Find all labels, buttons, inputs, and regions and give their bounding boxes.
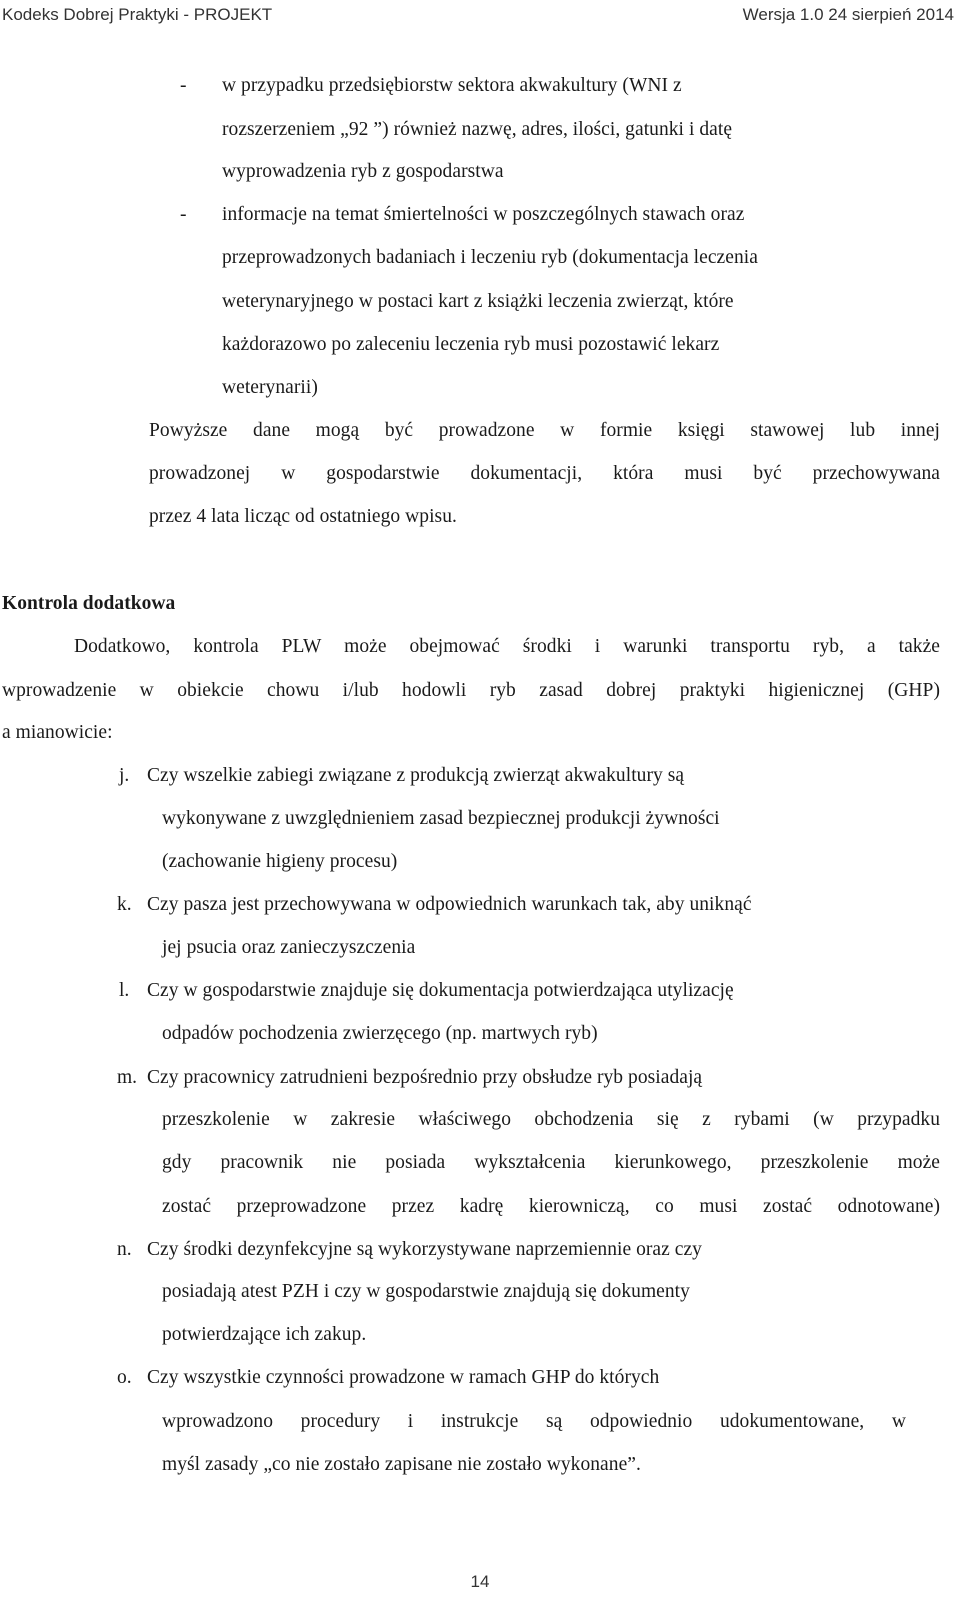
- bullet-marker: -: [180, 75, 187, 96]
- paragraph-line: przez 4 lata licząc od ostatniego wpisu.: [149, 506, 457, 527]
- bullet-line: rozszerzeniem „92 ”) również nazwę, adres, ilości, gatunki i datę: [222, 119, 733, 140]
- document-title: Kodeks Dobrej Praktyki - PROJEKT: [2, 5, 273, 24]
- list-item-line: wprowadzono procedury i instrukcje są odpowiednio udokumentowane, w: [162, 1411, 906, 1432]
- list-item-line: odpadów pochodzenia zwierzęcego (np. martwych ryb): [162, 1023, 598, 1044]
- list-item-line: zostać przeprowadzone przez kadrę kierowniczą, co musi zostać odnotowane): [162, 1196, 940, 1217]
- paragraph-line: Powyższe dane mogą być prowadzone w formie księgi stawowej lub innej: [149, 420, 940, 441]
- list-item-line: (zachowanie higieny procesu): [162, 851, 398, 872]
- bullet-marker: -: [180, 204, 187, 225]
- bullet-line: weterynaryjnego w postaci kart z książki leczenia zwierząt, które: [222, 291, 734, 312]
- page-header: [0, 0, 960, 34]
- list-item-marker: k.: [117, 894, 132, 915]
- list-item-marker: n.: [117, 1239, 132, 1260]
- bullet-line: każdorazowo po zaleceniu leczenia ryb musi pozostawić lekarz: [222, 334, 720, 355]
- bullet-line: wyprowadzenia ryb z gospodarstwa: [222, 161, 504, 182]
- bullet-line: informacje na temat śmiertelności w poszczególnych stawach oraz: [222, 204, 745, 225]
- list-item-line: Czy wszystkie czynności prowadzone w ramach GHP do których: [147, 1367, 660, 1388]
- list-item-line: posiadają atest PZH i czy w gospodarstwie znajdują się dokumenty: [162, 1281, 690, 1302]
- list-item-line: wykonywane z uwzględnieniem zasad bezpiecznej produkcji żywności: [162, 808, 720, 829]
- bullet-line: weterynarii): [222, 377, 318, 398]
- list-item-line: przeszkolenie w zakresie właściwego obchodzenia się z rybami (w przypadku: [162, 1109, 940, 1130]
- list-item-line: Czy środki dezynfekcyjne są wykorzystywane naprzemiennie oraz czy: [147, 1239, 702, 1260]
- list-item-marker: m.: [117, 1067, 138, 1088]
- list-item-line: myśl zasady „co nie zostało zapisane nie zostało wykonane”.: [162, 1454, 641, 1475]
- list-item-marker: o.: [117, 1367, 132, 1388]
- list-item-line: potwierdzające ich zakup.: [162, 1324, 367, 1345]
- list-item-line: Czy w gospodarstwie znajduje się dokumentacja potwierdzająca utylizację: [147, 980, 734, 1001]
- list-item-marker: j.: [119, 765, 130, 786]
- section-heading: Kontrola dodatkowa: [2, 593, 176, 614]
- bullet-line: przeprowadzonych badaniach i leczeniu ryb (dokumentacja leczenia: [222, 247, 758, 268]
- list-item-line: Czy pasza jest przechowywana w odpowiednich warunkach tak, aby uniknąć: [147, 894, 752, 915]
- list-item-marker: l.: [119, 980, 130, 1001]
- section-intro-line: wprowadzenie w obiekcie chowu i/lub hodowli ryb zasad dobrej praktyki higienicznej (GHP): [2, 680, 940, 701]
- list-item-line: Czy pracownicy zatrudnieni bezpośrednio przy obsłudze ryb posiadają: [147, 1067, 703, 1088]
- list-item-line: Czy wszelkie zabiegi związane z produkcją zwierząt akwakultury są: [147, 765, 685, 786]
- page-number: 14: [470, 1572, 490, 1591]
- list-item-line: jej psucia oraz zanieczyszczenia: [162, 937, 416, 958]
- section-intro-line: Dodatkowo, kontrola PLW może obejmować środki i warunki transportu ryb, a także: [74, 636, 940, 657]
- bullet-line: w przypadku przedsiębiorstw sektora akwakultury (WNI z: [222, 75, 682, 96]
- list-item-line: gdy pracownik nie posiada wykształcenia kierunkowego, przeszkolenie może: [162, 1152, 940, 1173]
- paragraph-line: prowadzonej w gospodarstwie dokumentacji, która musi być przechowywana: [149, 463, 940, 484]
- section-intro-line: a mianowicie:: [2, 722, 113, 743]
- document-version: Wersja 1.0 24 sierpień 2014: [742, 5, 954, 24]
